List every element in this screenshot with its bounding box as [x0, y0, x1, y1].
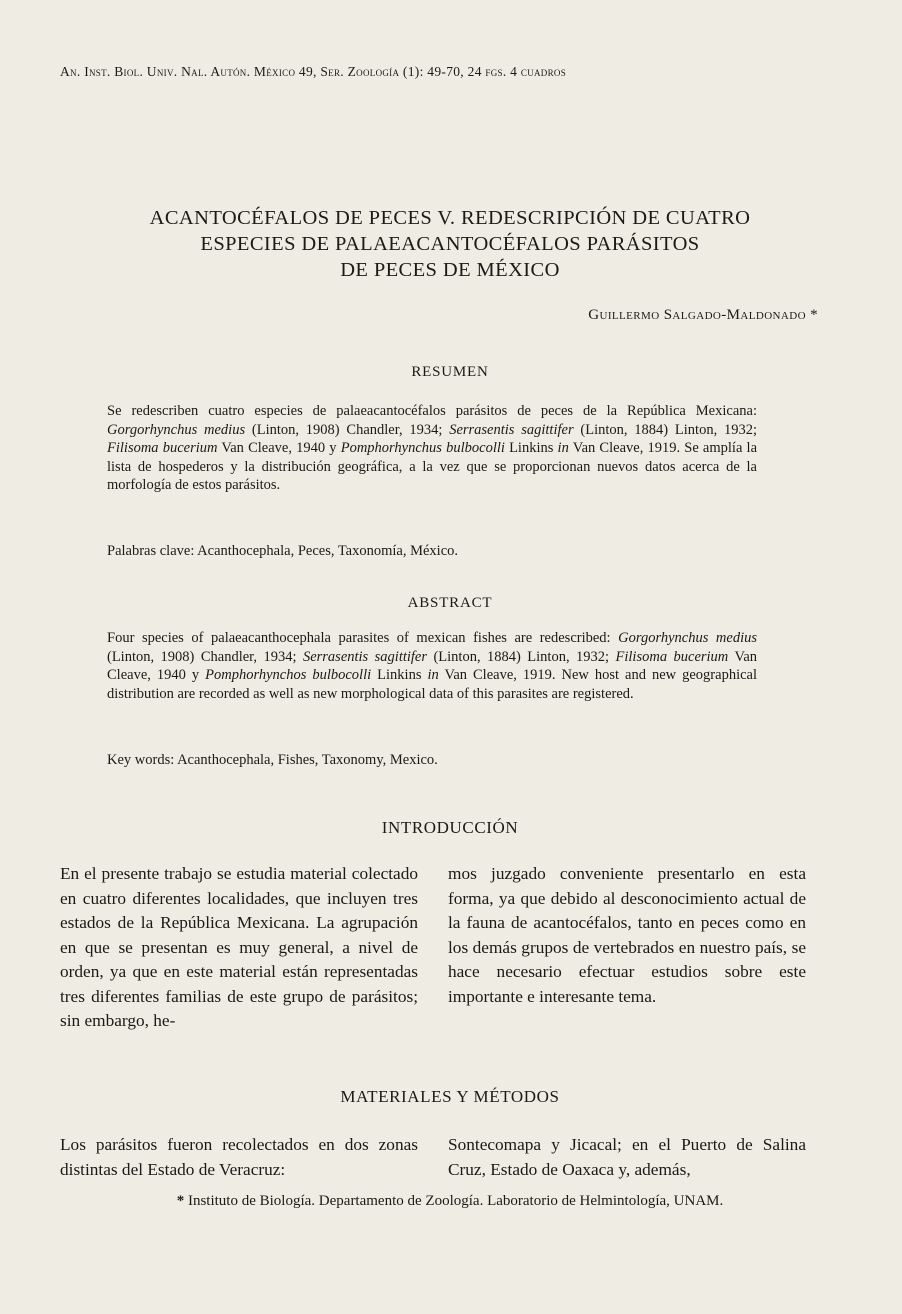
- resumen-keywords: Palabras clave: Acanthocephala, Peces, Taxonomía, México.: [107, 543, 459, 559]
- materiales-left-column: [60, 1133, 418, 1182]
- abstract-intro: Four species of palaeacanthocephala parasites of mexican fishes are redescribed:: [107, 630, 611, 646]
- article-title: [60, 205, 840, 283]
- resumen-species-2-authority: (Linton, 1884) Linton, 1932;: [580, 421, 758, 438]
- abstract-species-3: Filisoma bucerium: [615, 648, 729, 665]
- materiales-left-text: Los parásitos fueron recolectados en dos zonas distintas del Estado de Veracruz:: [60, 1135, 418, 1179]
- introduccion-heading: INTRODUCCIÓN: [381, 818, 519, 837]
- resumen-species-3: Filisoma bucerium: [107, 440, 218, 457]
- resumen-species-2: Serrasentis sagittifer: [449, 421, 574, 438]
- footnote-mark: *: [176, 1193, 185, 1209]
- abstract-species-1-authority: (Linton, 1908) Chandler, 1934;: [107, 648, 303, 665]
- affiliation-footnote: [60, 1193, 840, 1210]
- abstract-heading: ABSTRACT: [407, 595, 493, 611]
- abstract-species-2: Serrasentis sagittifer: [302, 648, 428, 665]
- abstract-body: [107, 629, 757, 703]
- abstract-species-4-authority-a: Linkins: [371, 667, 428, 684]
- citation-header: An. Inst. Biol. Univ. Nal. Autón. México 49, Ser. Zoología (1): 49-70, 24 fgs. 4 cuadros: [60, 64, 567, 79]
- resumen-species-4-authority-b: Van Cleave, 1919. Se amplía la lista de hospederos y la distribución geográfica, a la vez que se proporcionan nuevos datos acerca de la morfología de estos parásitos.: [107, 440, 758, 494]
- resumen-species-4-authority-a: Linkins: [504, 440, 558, 457]
- author-name: Guillermo Salgado-Maldonado: [588, 307, 806, 323]
- resumen-species-4-in: in: [557, 440, 569, 457]
- materiales-right-text: Sontecomapa y Jicacal; en el Puerto de Salina Cruz, Estado de Oaxaca y, además,: [448, 1135, 806, 1179]
- resumen-body: [107, 402, 757, 495]
- title-line-1: ACANTOCÉFALOS DE PECES V. REDESCRIPCIÓN DE CUATRO: [149, 207, 751, 229]
- resumen-species-1-authority: (Linton, 1908) Chandler, 1934;: [245, 421, 450, 438]
- resumen-species-3-authority: Van Cleave, 1940 y: [217, 440, 341, 457]
- resumen-species-4: Pomphorhynchus bulbocolli: [340, 440, 505, 457]
- introduccion-left-column: [60, 862, 418, 1034]
- abstract-keywords: Key words: Acanthocephala, Fishes, Taxonomy, Mexico.: [107, 752, 438, 768]
- title-line-2: ESPECIES DE PALAEACANTOCÉFALOS PARÁSITOS: [200, 233, 700, 255]
- abstract-species-1: Gorgorhynchus medius: [618, 630, 757, 646]
- title-line-3: DE PECES DE MÉXICO: [340, 259, 560, 281]
- resumen-intro: Se redescriben cuatro especies de palaeacantocéfalos parásitos de peces de la República Mexicana:: [107, 403, 757, 419]
- footnote-text: Instituto de Biología. Departamento de Zoología. Laboratorio de Helmintología, UNAM.: [184, 1193, 724, 1209]
- author-line: [588, 307, 818, 324]
- introduccion-right-text: mos juzgado conveniente presentarlo en esta forma, ya que debido al desconocimiento actual de la fauna de acantocéfalos, tanto en peces como en los demás grupos de vertebrados en nuestro país, se hace necesario efectuar estudios sobre este importante e interesante tema.: [448, 864, 806, 1006]
- resumen-heading: RESUMEN: [411, 364, 489, 380]
- author-footnote-mark: *: [810, 307, 818, 323]
- abstract-species-4-in: in: [427, 667, 439, 684]
- introduccion-right-column: [448, 862, 806, 1009]
- abstract-species-4: Pomphorhynchos bulbocolli: [205, 667, 372, 684]
- materiales-heading: MATERIALES Y MÉTODOS: [340, 1087, 560, 1106]
- abstract-species-4-authority-b: Van Cleave, 1919. New host and new geographical distribution are recorded as well as new morphological data of this parasites are registered.: [107, 667, 757, 702]
- materiales-right-column: [448, 1133, 806, 1182]
- resumen-species-1: Gorgorhynchus medius: [107, 421, 246, 438]
- abstract-species-3-authority: Van Cleave, 1940 y: [107, 648, 758, 684]
- introduccion-left-text: En el presente trabajo se estudia material colectado en cuatro diferentes localidades, que incluyen tres estados de la República Mexicana. La agrupación en que se presentan es muy general, a nivel de orden, ya que en este material están representadas tres diferentes familias de este grupo de parásitos; sin embargo, he-: [60, 864, 418, 1030]
- abstract-species-2-authority: (Linton, 1884) Linton, 1932;: [433, 648, 616, 665]
